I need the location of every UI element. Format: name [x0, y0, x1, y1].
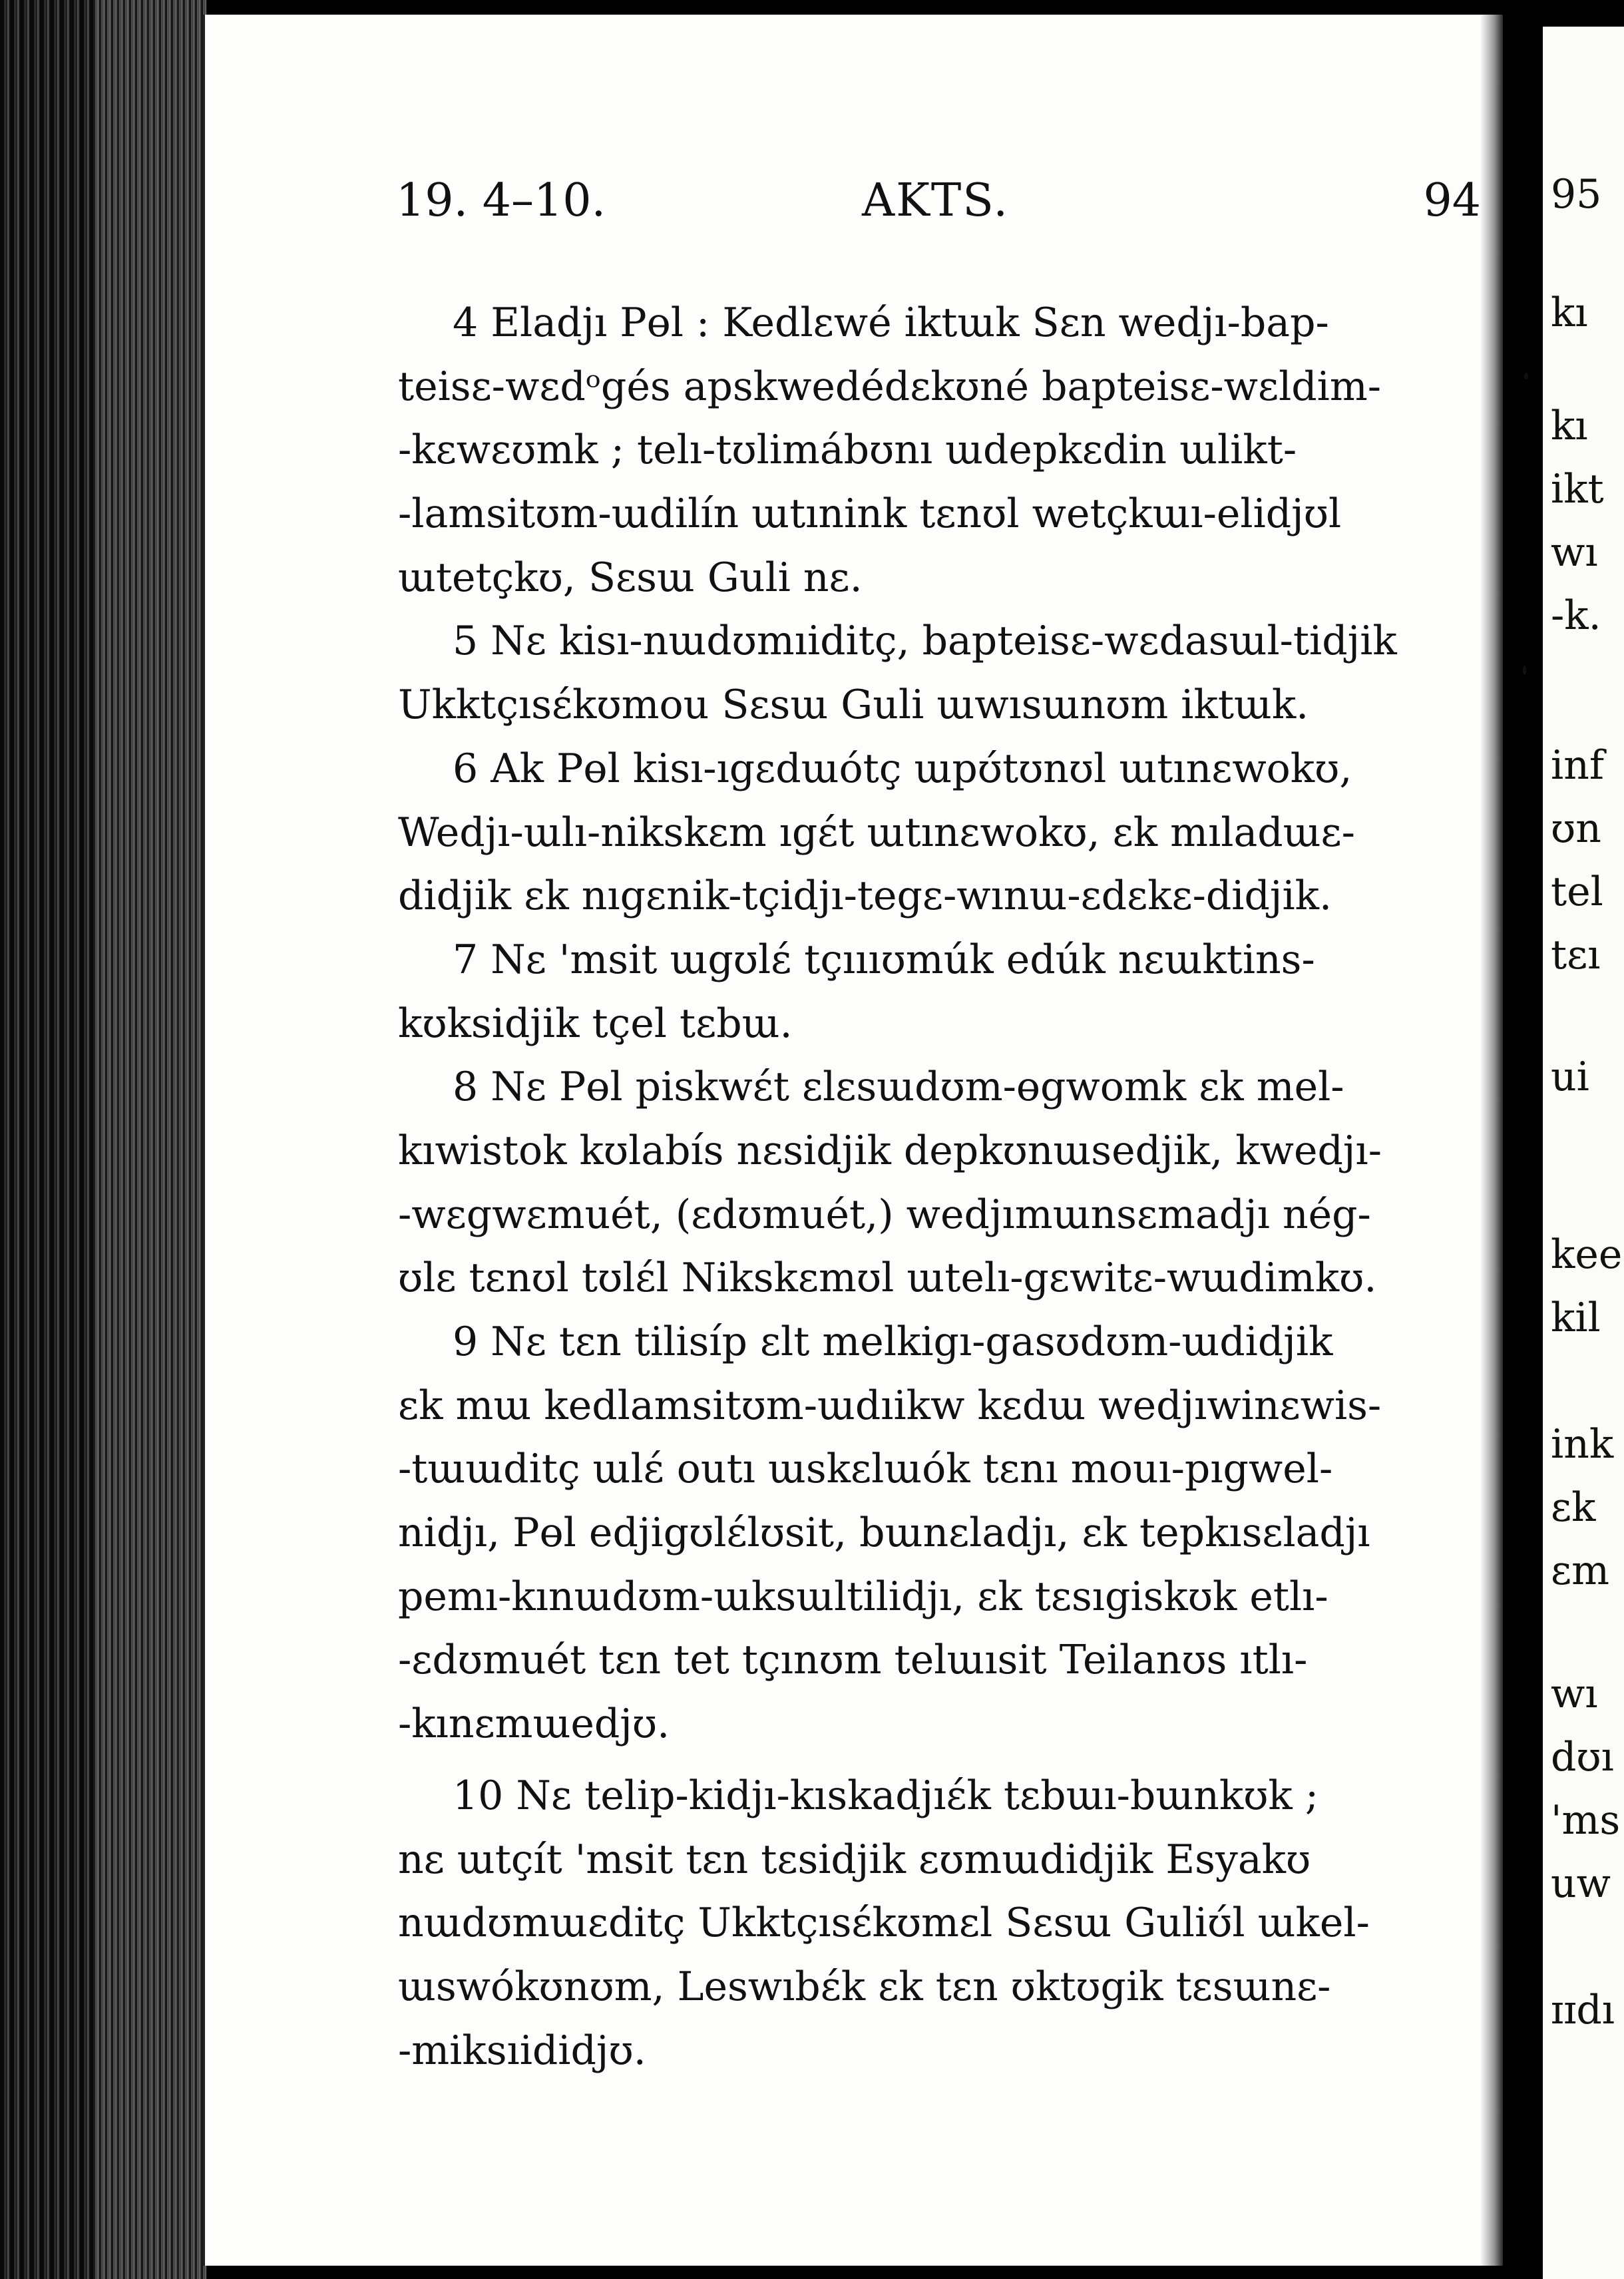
- facing-fragment: uw: [1551, 1860, 1611, 1907]
- facing-fragment: ʊn: [1551, 805, 1601, 852]
- text-line: ɛk mɯ kedlamsitʊm-ɯdıikw kɛdɯ wedjıwinɛwis-: [398, 1382, 1382, 1429]
- text-line: 10 Nɛ telip-kidjı-kıskadjıɛ́k tɛbɯı-bɯnkʊk ;: [453, 1772, 1319, 1819]
- facing-fragment: kı: [1551, 290, 1588, 336]
- text-line: nɛ ɯtçít 'msit tɛn tɛsidjik ɛʊmɯdidjik Esyakʊ: [398, 1836, 1311, 1883]
- text-line: -wɛgwɛmuét, (ɛdʊmuét,) wedjımɯnsɛmadjı nég-: [398, 1191, 1371, 1238]
- facing-fragment: ikt: [1551, 466, 1604, 513]
- text-line: 4 Eladjı Pɵl : Kedlɛwé iktɯk Sɛn wedjı-bap-: [453, 300, 1329, 346]
- text-line: 9 Nɛ tɛn tilisíp ɛlt melkigı-gasʊdʊm-ɯdidjik: [453, 1319, 1333, 1365]
- facing-fragment: inf: [1551, 742, 1605, 789]
- text-line: ɯtetçkʊ, Sɛsɯ Guli nɛ.: [398, 554, 863, 601]
- facing-fragment: ui: [1551, 1054, 1589, 1100]
- page-number: 94: [1423, 174, 1481, 227]
- facing-fragment: 'ms: [1551, 1797, 1621, 1844]
- running-head: [396, 174, 1481, 228]
- facing-page: [1543, 27, 1624, 2279]
- text-line: -kɛwɛʊmk ; telı-tʊlimábʊnı ɯdepkɛdin ɯlikt-: [398, 427, 1297, 474]
- text-line: nɯdʊmɯɛditç Ukktçısɛ́kʊmɛl Sɛsɯ Guliʊ́l ɯkel-: [398, 1900, 1370, 1947]
- facing-fragment: -k.: [1551, 592, 1601, 639]
- text-line: -lamsitʊm-ɯdilín ɯtınink tɛnʊl wetçkɯı-elidjʊl: [398, 491, 1342, 538]
- facing-fragment: ɛk: [1551, 1484, 1596, 1531]
- chapter-verse-range: 19. 4–10.: [396, 174, 606, 227]
- page-stack-edge: [93, 0, 206, 2279]
- text-line: -ɛdʊmuét tɛn tet tçınʊm telɯısit Teilanʊs ıtlı-: [398, 1637, 1308, 1684]
- facing-fragment: dʊı: [1551, 1734, 1614, 1780]
- text-line: kıwistok kʊlabís nɛsidjik depkʊnɯsedjik, kwedjı-: [398, 1127, 1382, 1174]
- page-body-text: [398, 292, 1476, 2083]
- facing-fragment: kı: [1551, 403, 1588, 449]
- text-line: 5 Nɛ kisı-nɯdʊmıiditç, bapteisɛ-wɛdasɯl-tidjik: [453, 618, 1397, 665]
- text-line: 6 Ak Pɵl kisı-ıgɛdɯótç ɯpʊ́tʊnʊl ɯtınɛwokʊ,: [453, 745, 1352, 792]
- text-line: Ukktçısɛ́kʊmou Sɛsɯ Guli ɯwısɯnʊm iktɯk.: [398, 682, 1309, 729]
- text-line: nidjı, Pɵl edjigʊlɛ́lʊsit, bɯnɛladjı, ɛk tepkısɛladjı: [398, 1510, 1370, 1557]
- facing-fragment: kil: [1551, 1295, 1601, 1341]
- text-line: didjik ɛk nıgɛnik-tçidjı-tegɛ-wınɯ-ɛdɛkɛ-didjik.: [398, 873, 1332, 920]
- facing-fragment: ink: [1551, 1421, 1614, 1468]
- facing-fragment: ɛm: [1551, 1548, 1609, 1594]
- text-line: 7 Nɛ 'msit ɯgʊlɛ́ tçıııʊmúk edúk nɛɯktins-: [453, 936, 1315, 983]
- text-line: -kınɛmɯedjʊ.: [398, 1701, 670, 1748]
- facing-page-number: 95: [1551, 171, 1602, 218]
- scan-speck: [1523, 666, 1526, 675]
- facing-fragment: kee: [1551, 1231, 1623, 1278]
- text-line: ʊlɛ tɛnʊl tʊlɛ́l Nikskɛmʊl ɯtelı-gɛwitɛ-wɯdimkʊ.: [398, 1255, 1377, 1302]
- text-line: ɯswókʊnʊm, Leswıbɛ́k ɛk tɛn ʊktʊgik tɛsɯnɛ-: [398, 1963, 1331, 2010]
- text-line: teisɛ-wɛdᵒgés apskwedédɛkʊné bapteisɛ-wɛldim-: [398, 363, 1382, 410]
- facing-fragment: ɪɪdı: [1551, 1987, 1615, 2033]
- text-line: pemı-kınɯdʊm-ɯksɯltilidjı, ɛk tɛsıgiskʊk etlı-: [398, 1573, 1328, 1620]
- page-fold-shadow: [1480, 15, 1503, 2266]
- facing-fragment: tɛı: [1551, 932, 1601, 978]
- text-line: Wedjı-ɯlı-nikskɛm ıgɛ́t ɯtınɛwokʊ, ɛk mıladɯɛ-: [398, 809, 1355, 856]
- text-line: kʊksidjik tçel tɛbɯ.: [398, 1000, 793, 1047]
- scan-speck: [1524, 373, 1528, 379]
- text-line: -tɯɯditç ɯlɛ́ outı ɯskɛlɯók tɛnı mouı-pıgwel-: [398, 1446, 1333, 1493]
- text-line: -miksıididjʊ.: [398, 2027, 646, 2074]
- text-line: 8 Nɛ Pɵl piskwɛ́t ɛlɛsɯdʊm-ɵgwomk ɛk mel-: [453, 1064, 1344, 1111]
- facing-fragment: wı: [1551, 529, 1598, 576]
- page-gutter: [1503, 0, 1543, 2279]
- book-title: AKTS.: [862, 174, 1010, 227]
- facing-fragment: wı: [1551, 1671, 1598, 1717]
- facing-fragment: tel: [1551, 869, 1603, 915]
